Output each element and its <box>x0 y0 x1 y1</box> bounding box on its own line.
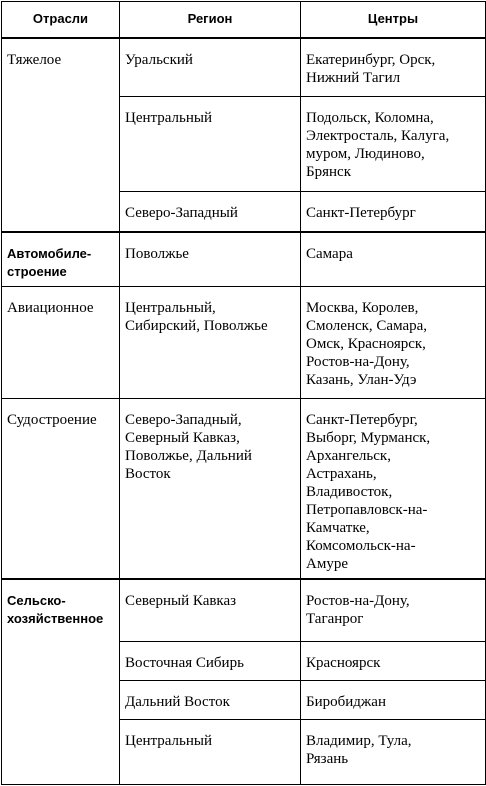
table-row <box>2 38 486 97</box>
centers-cell: Биробиджан <box>301 680 486 719</box>
region-cell: Поволжье <box>120 232 301 287</box>
table-row <box>2 287 486 399</box>
centers-cell: Екатеринбург, Орск, Нижний Тагил <box>301 38 486 97</box>
region-cell: Северо-Западный, Северный Кавказ, Поволжье, Дальний Восток <box>120 399 301 579</box>
centers-cell: Санкт-Петербург <box>301 192 486 232</box>
centers-cell: Подольск, Коломна, Электросталь, Калуга, муром, Людиново, Брянск <box>301 97 486 192</box>
centers-cell: Москва, Королев, Смоленск, Самара, Омск, Красноярск, Ростов-на-Дону, Казань, Улан-Удэ <box>301 287 486 399</box>
region-cell: Восточная Сибирь <box>120 641 301 680</box>
header-industry: Отрасли <box>2 2 120 38</box>
table-row <box>2 232 486 287</box>
region-cell: Северо-Западный <box>120 192 301 232</box>
centers-cell: Красноярск <box>301 641 486 680</box>
region-cell: Центральный <box>120 719 301 784</box>
region-cell: Северный Кавказ <box>120 579 301 641</box>
centers-cell: Самара <box>301 232 486 287</box>
table-header-row <box>2 2 486 38</box>
header-centers: Центры <box>301 2 486 38</box>
region-cell: Уральский <box>120 38 301 97</box>
industry-cell: Авиационное <box>2 287 120 399</box>
centers-cell: Ростов-на-Дону, Таганрог <box>301 579 486 641</box>
centers-cell: Владимир, Тула, Рязань <box>301 719 486 784</box>
industry-cell: Тяжелое <box>2 38 120 232</box>
industry-cell: Сельско- хозяйственное <box>2 579 120 784</box>
table-row <box>2 579 486 641</box>
centers-cell: Санкт-Петербург, Выборг, Мурманск, Архангельск, Астрахань, Владивосток, Петропавловск-на- Камчатке, Комсомольск-на- Амуре <box>301 399 486 579</box>
industry-cell: Судостроение <box>2 399 120 579</box>
table-row <box>2 399 486 579</box>
industry-cell: Автомобиле- строение <box>2 232 120 287</box>
header-region: Регион <box>120 2 301 38</box>
region-cell: Центральный <box>120 97 301 192</box>
industry-table <box>1 1 486 785</box>
region-cell: Центральный, Сибирский, Поволжье <box>120 287 301 399</box>
region-cell: Дальний Восток <box>120 680 301 719</box>
